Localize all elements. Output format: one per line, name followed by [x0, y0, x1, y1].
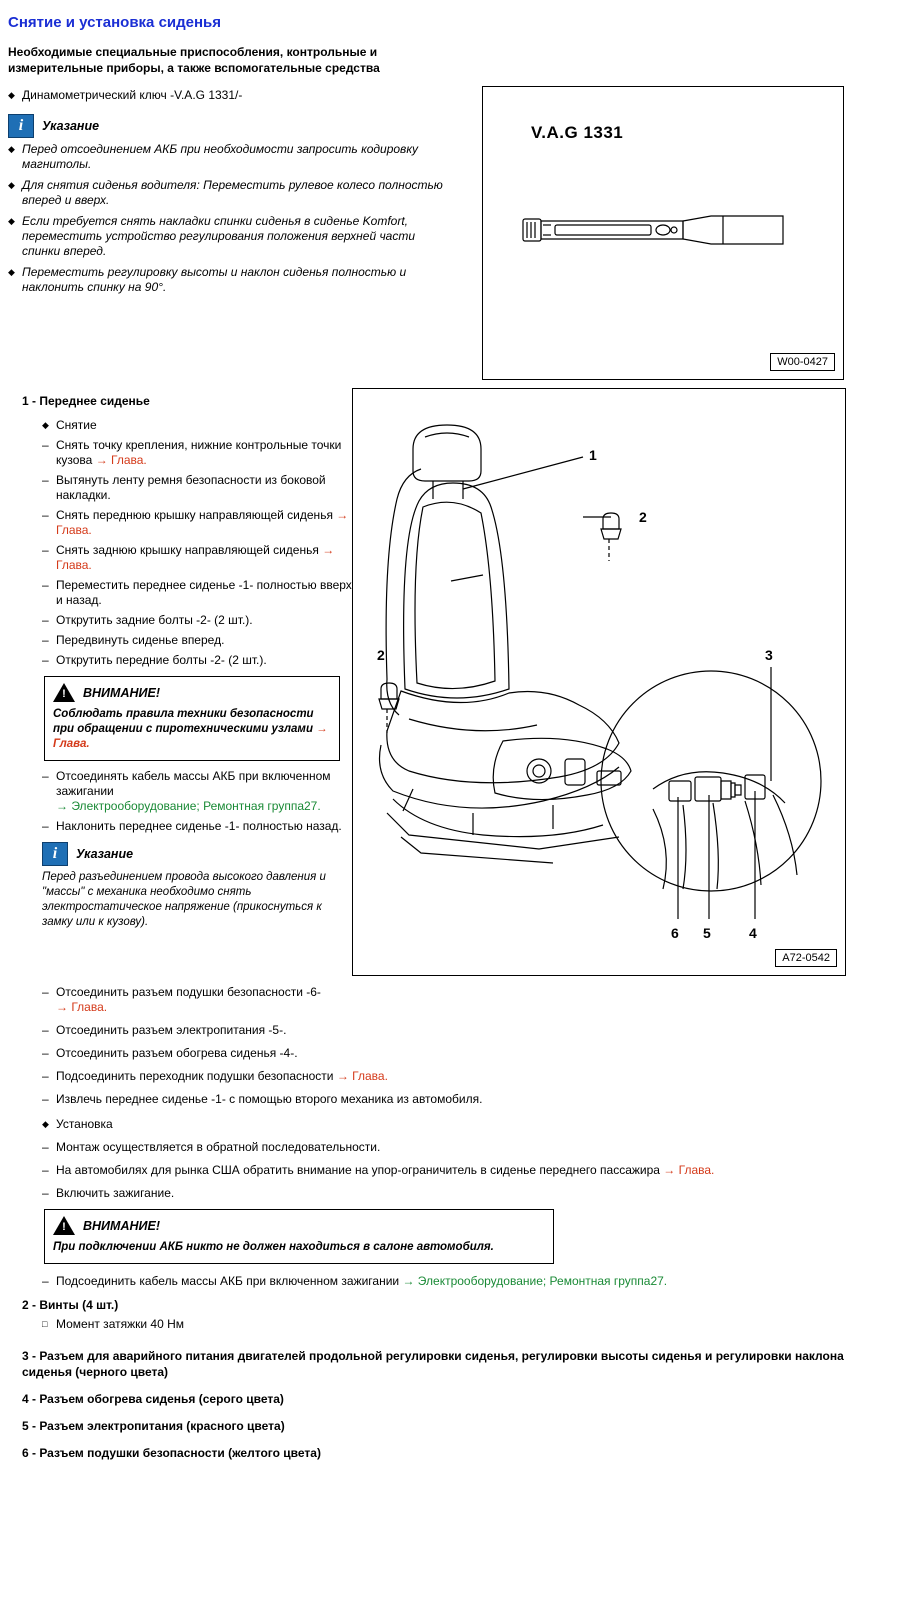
list-item — [42, 578, 352, 608]
step-text: Снять точку крепления, нижние контрольные точки кузова → Глава. — [56, 438, 342, 467]
item-label: 2 - Винты (4 шт.) — [22, 1298, 119, 1312]
step-text: Вытянуть ленту ремня безопасности из боковой накладки. — [56, 473, 326, 502]
list-item — [42, 1140, 782, 1155]
item-4-block — [22, 1391, 882, 1411]
dash-bullet-icon: – — [42, 653, 49, 667]
list-item — [42, 1069, 782, 1084]
dash-bullet-icon: – — [42, 1274, 49, 1288]
list-item — [42, 473, 352, 503]
step-text: Наклонить переднее сиденье -1- полностью назад. — [56, 819, 342, 833]
figure-code: W00-0427 — [770, 353, 835, 371]
item-sub-text: Момент затяжки 40 Нм — [56, 1317, 185, 1331]
callout-2-upper: 2 — [639, 509, 647, 525]
diamond-bullet-icon: ◆ — [8, 180, 15, 190]
list-item — [42, 653, 352, 668]
warning-box-2 — [44, 1209, 554, 1264]
info-icon — [42, 842, 68, 866]
item-6-block — [22, 1445, 882, 1465]
dash-bullet-icon: – — [42, 613, 49, 627]
note-text: Перед отсоединением АКБ при необходимости запросить кодировку магнитолы. — [22, 142, 418, 171]
diamond-bullet-icon: ◆ — [8, 216, 15, 226]
section-1-steps-column — [42, 418, 352, 936]
square-bullet-icon: □ — [42, 1319, 48, 1329]
step-text: Подсоединить переходник подушки безопасности → Глава. — [56, 1069, 388, 1083]
cross-reference-link[interactable]: → Глава. — [56, 543, 335, 572]
list-item — [42, 769, 352, 814]
warning-box — [44, 676, 340, 761]
note-text: Переместить регулировку высоты и наклон сиденья полностью и наклонить спинку на 90°. — [22, 265, 407, 294]
note-body-text: Перед разъединением провода высокого давления и "массы" с механика необходимо снять электростатическое напряжение (прикоснуться к замку или к кузову). — [42, 871, 326, 928]
diamond-bullet-icon: ◆ — [8, 90, 15, 100]
step-text: Снять переднюю крышку направляющей сиденья → Глава. — [56, 508, 349, 537]
install-label: Установка — [56, 1117, 113, 1131]
figure-tool-label: V.A.G 1331 — [531, 123, 624, 142]
list-item — [8, 142, 456, 172]
section-1-steps-lower — [42, 985, 782, 1297]
page-title: Снятие и установка сиденья — [8, 14, 222, 31]
list-item — [42, 508, 352, 538]
dash-bullet-icon: – — [42, 438, 49, 452]
warning-text: При подключении АКБ никто не должен находиться в салоне автомобиля. — [53, 1241, 494, 1253]
callout-2-lower: 2 — [377, 647, 385, 663]
diamond-bullet-icon: ◆ — [42, 420, 49, 430]
cross-reference-link[interactable]: → Глава. — [53, 723, 328, 750]
list-item — [42, 633, 352, 648]
step-text: Отсоединить разъем подушки безопасности -6- → Глава. — [56, 985, 321, 1014]
list-item — [42, 1023, 782, 1038]
callout-6: 6 — [671, 925, 679, 941]
dash-bullet-icon: – — [42, 633, 49, 647]
item-label: 6 - Разъем подушки безопасности (желтого цвета) — [22, 1446, 321, 1460]
item-label: 3 - Разъем для аварийного питания двигателей продольной регулировки сиденья, регулировки высоты сиденья и регулировки наклона сиденья (черного цвета) — [22, 1349, 844, 1379]
step-text: На автомобилях для рынка США обратить внимание на упор-ограничитель в сиденье переднего пассажира → Глава. — [56, 1163, 715, 1177]
cross-reference-link[interactable]: → Электрооборудование; Ремонтная группа27. — [56, 799, 321, 813]
list-item — [42, 418, 352, 433]
dash-bullet-icon: – — [42, 985, 49, 999]
list-item — [8, 214, 456, 259]
list-item — [42, 1186, 782, 1201]
cross-reference-link[interactable]: → Глава. — [56, 1000, 108, 1014]
step-text: Включить зажигание. — [56, 1186, 175, 1200]
step-text: Переместить переднее сиденье -1- полностью вверх и назад. — [56, 578, 352, 607]
removal-label: Снятие — [56, 418, 97, 432]
dash-bullet-icon: – — [42, 578, 49, 592]
item-5-block — [22, 1418, 882, 1438]
cross-reference-link[interactable]: → Глава. — [95, 453, 147, 467]
dash-bullet-icon: – — [42, 543, 49, 557]
tool-requirement — [8, 88, 448, 103]
diamond-bullet-icon: ◆ — [8, 267, 15, 277]
list-item — [42, 543, 352, 573]
diamond-bullet-icon: ◆ — [42, 1119, 49, 1129]
cross-reference-link[interactable]: → Электрооборудование; Ремонтная группа27. — [402, 1274, 668, 1288]
callout-5: 5 — [703, 925, 711, 941]
list-item — [42, 1274, 782, 1289]
list-item — [42, 438, 352, 468]
item-label: 5 - Разъем электропитания (красного цвета) — [22, 1419, 285, 1433]
seat-illustration — [353, 389, 845, 975]
dash-bullet-icon: – — [42, 1023, 49, 1037]
list-item — [8, 265, 456, 295]
figure-code: A72-0542 — [775, 949, 837, 967]
figure-front-seat — [352, 388, 846, 976]
list-item — [42, 1092, 782, 1107]
dash-bullet-icon: – — [42, 1092, 49, 1106]
list-item — [42, 1117, 782, 1132]
dash-bullet-icon: – — [42, 508, 49, 522]
figure-torque-wrench — [482, 86, 844, 380]
step-text: Передвинуть сиденье вперед. — [56, 633, 225, 647]
tool-label: Динамометрический ключ -V.A.G 1331/- — [22, 88, 243, 102]
warning-triangle-icon — [53, 683, 75, 702]
dash-bullet-icon: – — [42, 1163, 49, 1177]
note-header — [8, 114, 456, 138]
note-label: Указание — [42, 119, 100, 133]
step-text: Отсоединить разъем обогрева сиденья -4-. — [56, 1046, 298, 1060]
step-text: Извлечь переднее сиденье -1- с помощью второго механика из автомобиля. — [56, 1092, 483, 1106]
list-item — [42, 613, 352, 628]
dash-bullet-icon: – — [42, 1069, 49, 1083]
callout-1: 1 — [589, 447, 597, 463]
page-subtitle: Необходимые специальные приспособления, контрольные и измерительные приборы, а также вспомогательные средства — [8, 45, 380, 75]
step-text: Снять заднюю крышку направляющей сиденья → Глава. — [56, 543, 335, 572]
item-2-block — [22, 1297, 882, 1342]
cross-reference-link[interactable]: → Глава. — [663, 1163, 715, 1177]
item-label: 4 - Разъем обогрева сиденья (серого цвета) — [22, 1392, 284, 1406]
dash-bullet-icon: – — [42, 1140, 49, 1154]
item-3-block — [22, 1348, 882, 1384]
list-item — [42, 1163, 782, 1178]
step-text: Отсоединять кабель массы АКБ при включенном зажигании → Электрооборудование; Ремонтная группа27. — [56, 769, 331, 813]
step-text: Открутить задние болты -2- (2 шт.). — [56, 613, 253, 627]
step-text: Монтаж осуществляется в обратной последовательности. — [56, 1140, 381, 1154]
dash-bullet-icon: – — [42, 1046, 49, 1060]
step-text: Отсоединить разъем электропитания -5-. — [56, 1023, 287, 1037]
note-text: Для снятия сиденья водителя: Переместить рулевое колесо полностью вперед и вверх. — [22, 178, 443, 207]
dash-bullet-icon: – — [42, 819, 49, 833]
warning-triangle-icon — [53, 1216, 75, 1235]
list-item — [42, 1317, 882, 1332]
cross-reference-link[interactable]: → Глава. — [56, 508, 349, 537]
list-item — [42, 1046, 782, 1061]
step-text: Открутить передние болты -2- (2 шт.). — [56, 653, 267, 667]
callout-3: 3 — [765, 647, 773, 663]
info-icon — [8, 114, 34, 138]
dash-bullet-icon: – — [42, 473, 49, 487]
callout-4: 4 — [749, 925, 757, 941]
list-item — [8, 178, 456, 208]
warning-text: Соблюдать правила техники безопасности при обращении с пиротехническими узлами → Глава. — [53, 708, 328, 750]
note-header — [42, 842, 352, 866]
dash-bullet-icon: – — [42, 1186, 49, 1200]
list-item — [42, 819, 352, 834]
cross-reference-link[interactable]: → Глава. — [336, 1069, 388, 1083]
warning-label: ВНИМАНИЕ! — [83, 1218, 161, 1233]
note-text: Если требуется снять накладки спинки сиденья в сиденье Komfort, переместить устройство регулирования положения верхней части спинки вперед. — [22, 214, 415, 258]
list-item — [42, 985, 782, 1015]
warning-label: ВНИМАНИЕ! — [83, 685, 161, 700]
dash-bullet-icon: – — [42, 769, 49, 783]
step-text: Подсоединить кабель массы АКБ при включенном зажигании → Электрооборудование; Ремонтная группа27. — [56, 1274, 668, 1288]
diamond-bullet-icon: ◆ — [8, 144, 15, 154]
top-notes-block — [8, 112, 456, 301]
note-label: Указание — [76, 847, 134, 861]
section-1-heading: 1 - Переднее сиденье — [22, 394, 150, 408]
